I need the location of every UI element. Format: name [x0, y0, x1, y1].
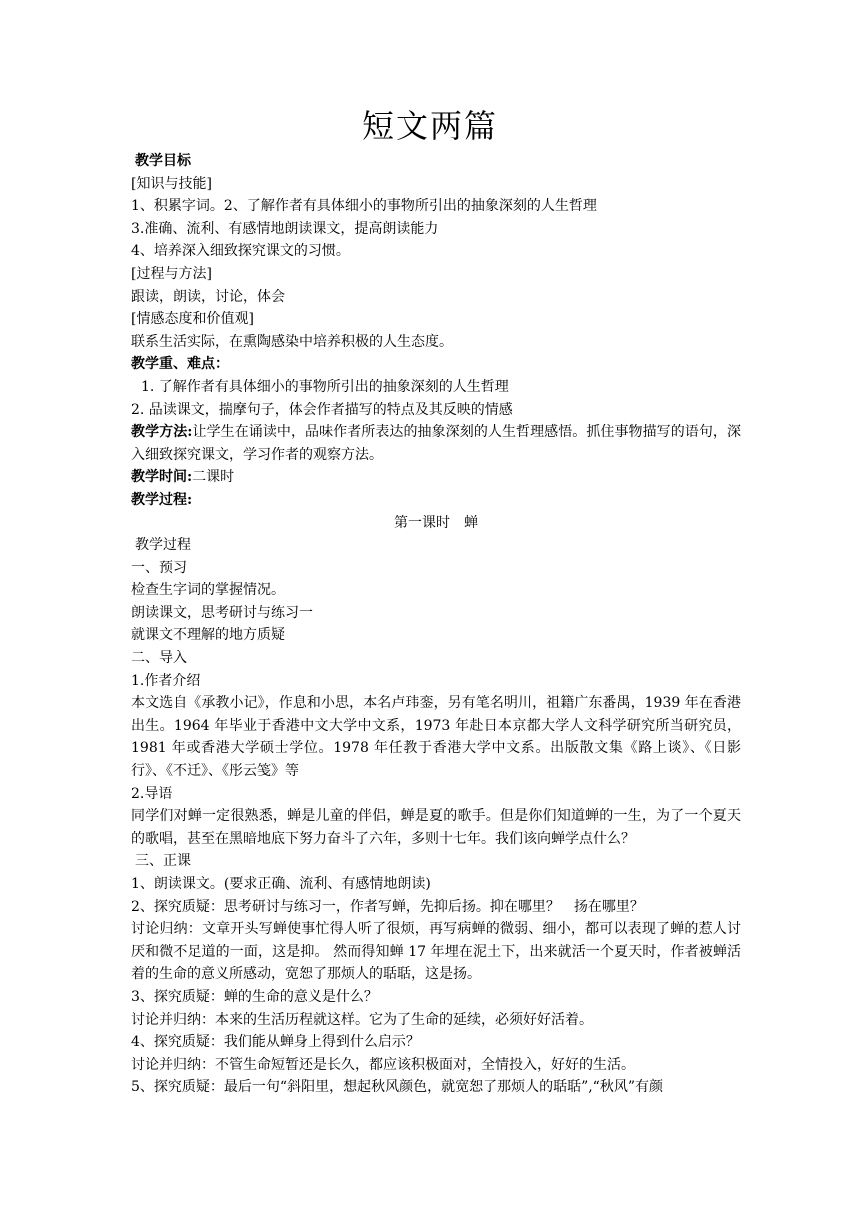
- question-item: 3、探究质疑：蝉的生命的意义是什么？: [131, 988, 378, 1005]
- knowledge-item: 1、积累字词。2、了解作者有具体细小的事物所引出的抽象深刻的人生哲理: [131, 198, 597, 215]
- intro-heading: 2.导语: [131, 785, 173, 802]
- document-body: [131, 150, 741, 1099]
- preview-item: 朗读课文，思考研讨与练习一: [131, 604, 313, 621]
- preview-item: 检查生字词的掌握情况。: [131, 582, 285, 599]
- method-text: 让学生在诵读中，品味作者所表达的抽象深刻的人生哲理感悟。抓住事物描写的语句，深入细致探究课文，学习作者的观察方法。: [131, 424, 742, 463]
- section-heading: 三、正课: [135, 853, 191, 870]
- time-label: 教学时间:: [131, 469, 193, 486]
- lesson-item: 2、探究质疑：思考研讨与练习一，作者写蝉，先抑后扬。抑在哪里？ 扬在哪里？: [131, 898, 644, 915]
- section-heading: 二、导入: [131, 650, 187, 667]
- discussion-line: 讨论并归纳：不管生命短暂还是长久，都应该积极面对，全情投入，好好的生活。: [131, 1056, 635, 1073]
- discussion-paragraph: 讨论归纳：文章开头写蝉使事忙得人听了很烦，再写病蝉的微弱、细小，都可以表现了蝉的惹人讨厌和微不足道的一面，这是抑。 然而得知蝉 17 年埋在泥土下，出来就活一个夏天时，作者被蝉活着的生命的意义所感动，宽恕了那烦人的聒聒，这是扬。: [131, 921, 741, 983]
- time-text: 二课时: [192, 469, 235, 486]
- knowledge-heading: [知识与技能]: [131, 175, 212, 192]
- process-heading: [过程与方法]: [131, 265, 212, 282]
- attitude-heading: [情感态度和价值观]: [131, 311, 254, 328]
- knowledge-item: 4、培养深入细致探究课文的习惯。: [131, 243, 350, 260]
- document-title: 短文两篇: [361, 107, 498, 145]
- preview-item: 就课文不理解的地方质疑: [131, 627, 285, 644]
- method-paragraph: [131, 421, 741, 466]
- knowledge-item: 3.准确、流利、有感情地朗读课文，提高朗读能力: [131, 220, 439, 237]
- section-heading: 一、预习: [131, 559, 187, 576]
- method-label: 教学方法:: [131, 424, 193, 441]
- procedure-heading: 教学过程:: [131, 491, 193, 508]
- question-item: 5、探究质疑：最后一句“斜阳里，想起秋风颜色，就宽恕了那烦人的聒聒”,“秋风”有颜: [131, 1079, 663, 1096]
- lesson-heading: 第一课时 蝉: [394, 514, 478, 531]
- process-text: 跟读，朗读，讨论，体会: [131, 288, 285, 305]
- time-line: [131, 466, 741, 489]
- author-paragraph: 本文选自《承教小记》，作息和小思，本名卢玮銮，另有笔名明川，祖籍广东番禺，1939 年在香港出生。1964 年毕业于香港中文大学中文系，1973 年赴日本京都大学人文科学研究所当研究员，1981 年或香港大学硕士学位。1978 年任教于香港大学中文系。出版散文集《路上谈》、《日影行》、《不迁》、《彤云笺》等: [131, 695, 741, 780]
- key-item: 1. 了解作者有具体细小的事物所引出的抽象深刻的人生哲理: [141, 378, 509, 395]
- question-item: 4、探究质疑：我们能从蝉身上得到什么启示？: [131, 1034, 420, 1051]
- key-heading: 教学重、难点：: [131, 356, 229, 373]
- attitude-text: 联系生活实际，在熏陶感染中培养积极的人生态度。: [131, 333, 453, 350]
- intro-paragraph: 同学们对蝉一定很熟悉，蝉是儿童的伴侣，蝉是夏的歌手。但是你们知道蝉的一生，为了一个夏天的歌唱，甚至在黑暗地底下努力奋斗了六年，多则十七年。我们该向蝉学点什么？: [131, 808, 741, 847]
- key-item: 2. 品读课文，揣摩句子，体会作者描写的特点及其反映的情感: [131, 401, 513, 418]
- procedure-subheading: 教学过程: [135, 537, 191, 554]
- lesson-item: 1、朗读课文。(要求正确、流利、有感情地朗读): [131, 876, 431, 892]
- discussion-line: 讨论并归纳：本来的生活历程就这样。它为了生命的延续，必须好好活着。: [131, 1011, 593, 1028]
- author-heading: 1.作者介绍: [131, 672, 201, 689]
- goals-heading: 教学目标: [135, 153, 191, 169]
